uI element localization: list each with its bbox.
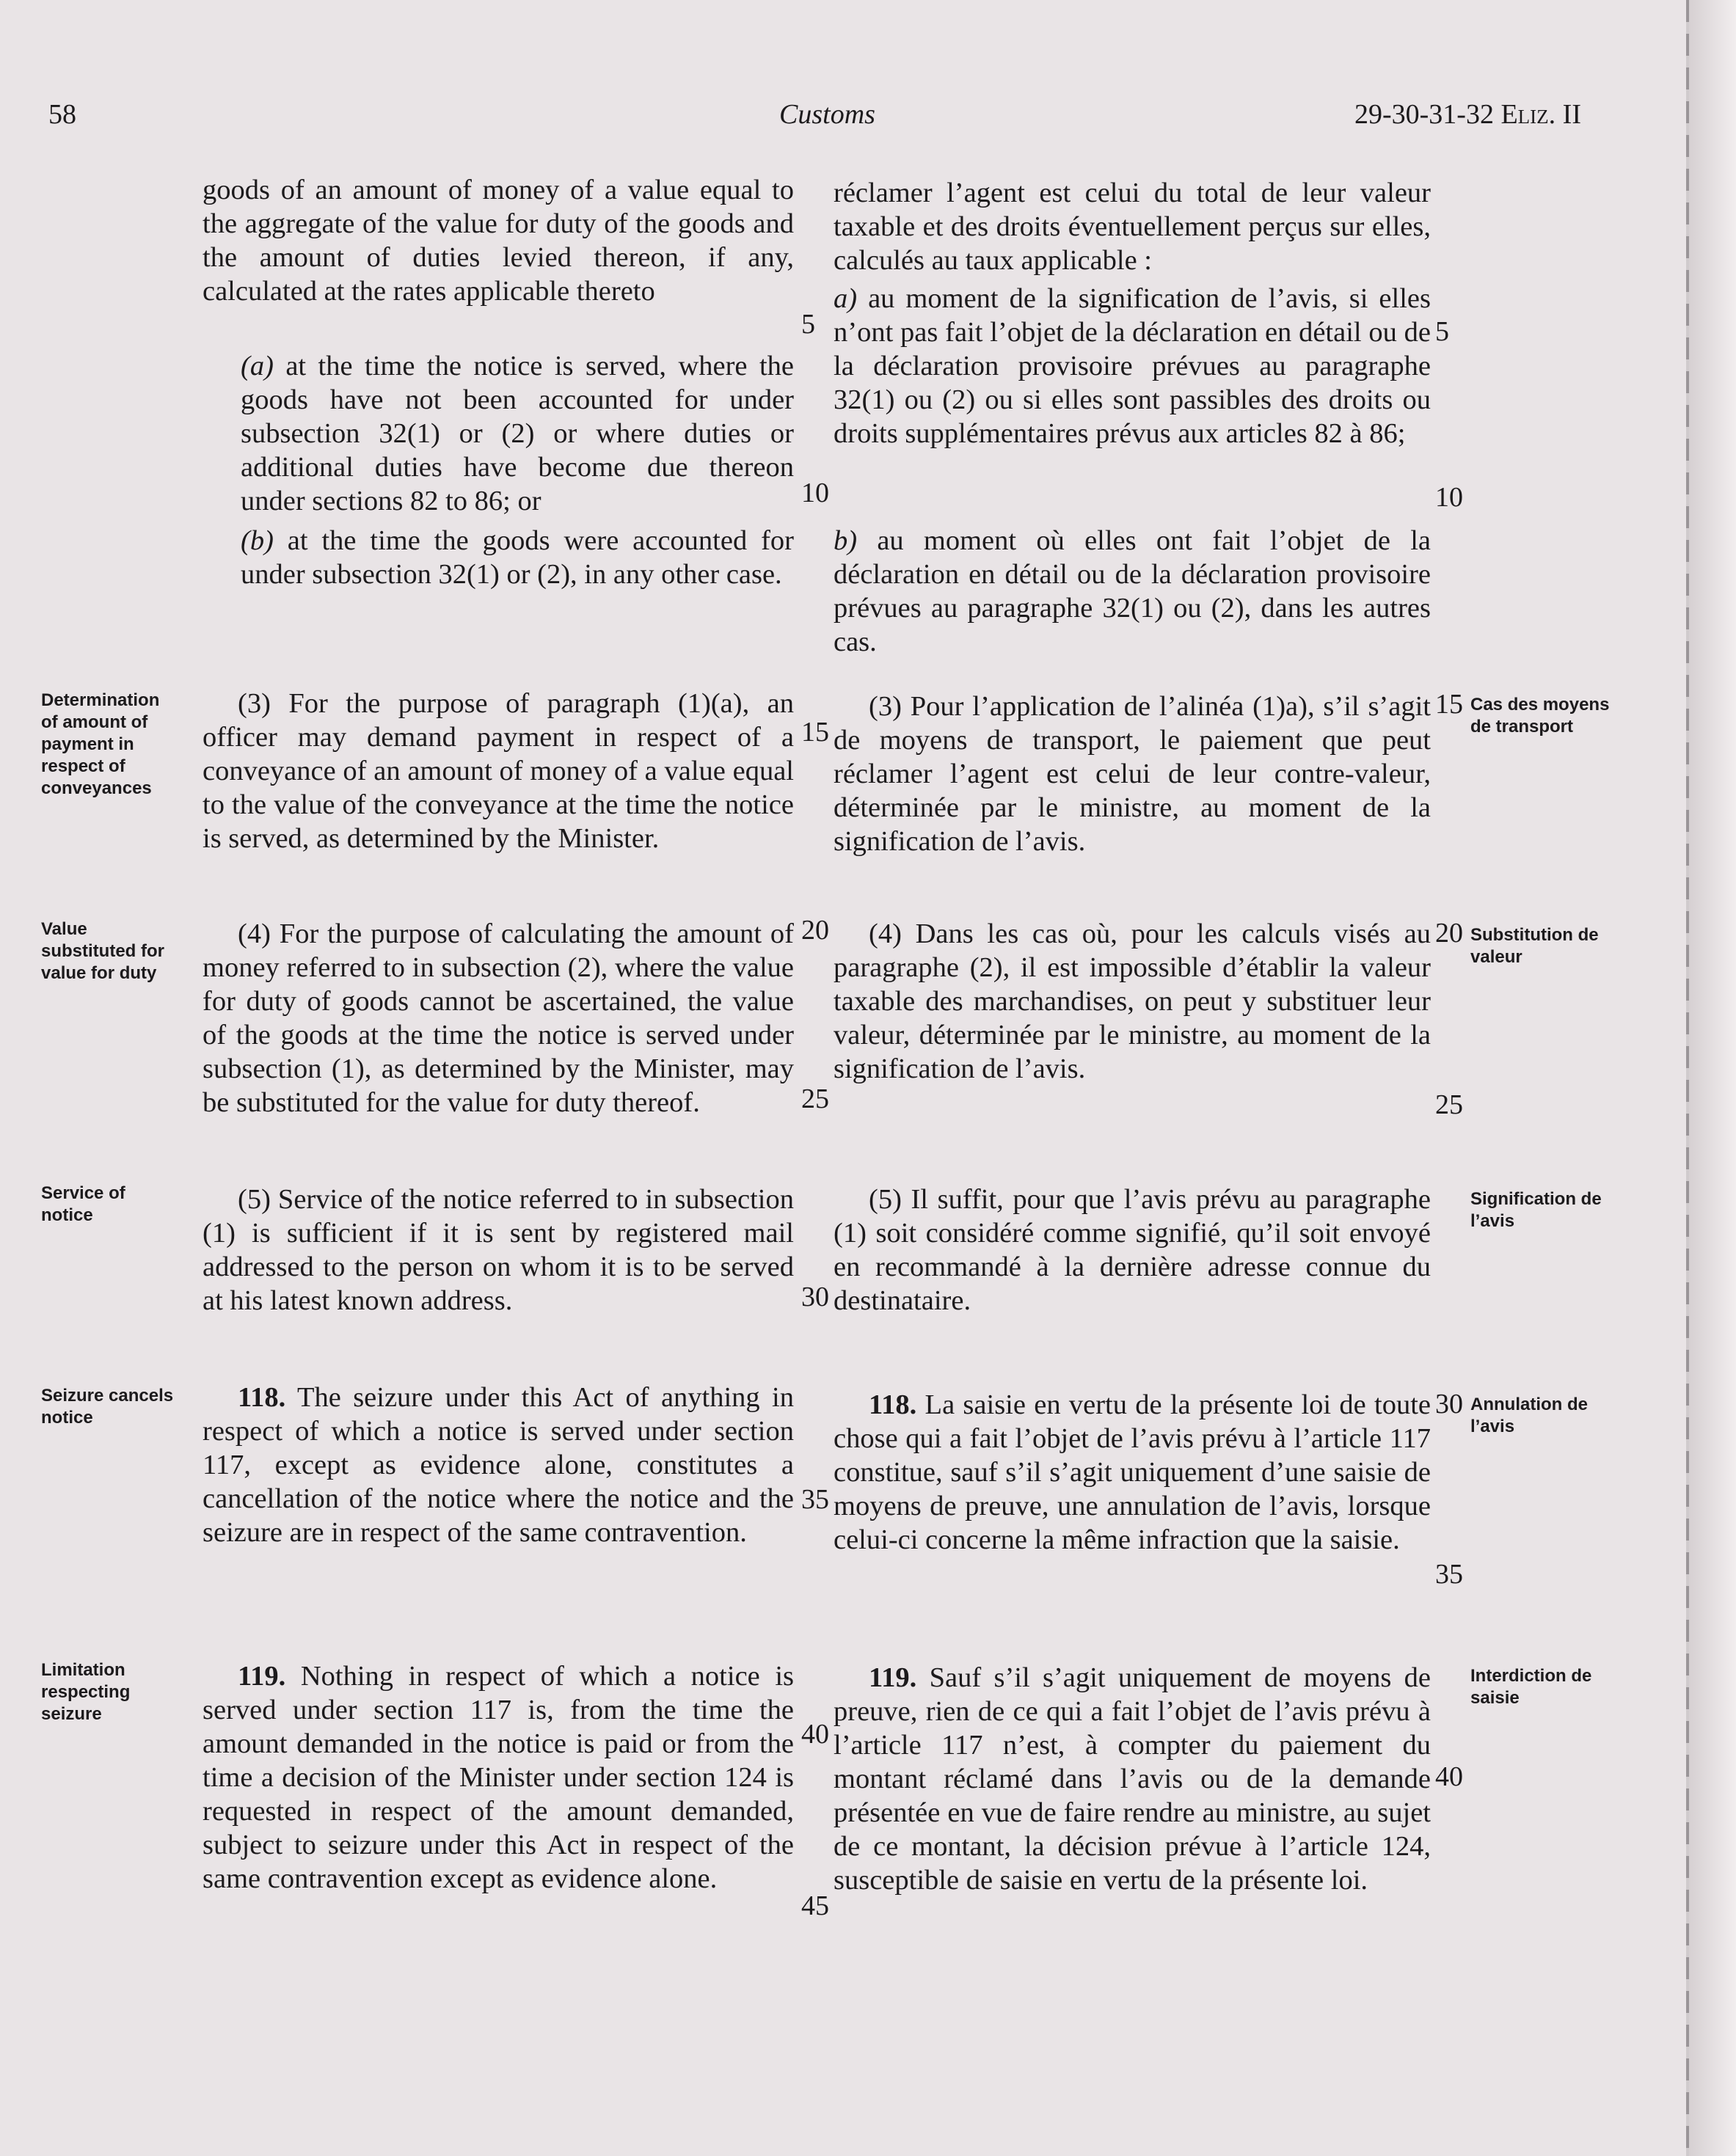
- line-number-fr-40: 40: [1435, 1761, 1463, 1792]
- fr-paragraph-a: [834, 282, 1431, 450]
- fr-s119-text: Sauf s’il s’agit uniquement de moyens de preuve, rien de ce qui a fait l’objet de l’avis prévu à l’article 117 n’est, à compter du paiement du montant réclamé dans l’avis ou de la demande présentée en vue de faire rendre au ministre, au sujet de ce montant, la décision prévue à l’article 124, susceptible de saisie en vertu de la présente loi.: [834, 1662, 1431, 1896]
- en-s119-number: 119.: [238, 1661, 286, 1692]
- fr-para-a-text: au moment de la signification de l’avis, si elles n’ont pas fait l’objet de la déclaration en détail ou de la déclaration provisoire prévues au paragraphe 32(1) ou (2) ou si elles sont passibles des droits ou droits supplémentaires prévus aux articles 82 à 86;: [834, 283, 1431, 449]
- en-para-b-text: at the time the goods were accounted for under subsection 32(1) or (2), in any other case.: [241, 525, 794, 590]
- fr-para-b-text: au moment où elles ont fait l’objet de la déclaration en détail ou de la déclaration provisoire prévues au paragraphe 32(1) ou (2), dans les autres cas.: [834, 525, 1431, 657]
- fr-subsection-3: [834, 690, 1431, 858]
- margin-note-fr-seizure-cancels: Annulation de l’avis: [1470, 1395, 1588, 1436]
- en-section-118: [203, 1381, 794, 1549]
- fr-sub3-text: s’agit de moyens de transport, le paiement que peut réclamer l’agent est celui de leur contre-valeur, déterminée par le ministre, au moment de la signification de l’avis.: [834, 691, 1431, 857]
- line-number-en-15: 15: [801, 717, 829, 748]
- en-paragraph-a: [203, 349, 794, 518]
- page-number: 58: [48, 99, 76, 130]
- fr-s118-text: La saisie en vertu de la présente loi de toute chose qui a fait l’objet de l’avis prévu à l’article 117 constitue, sauf s’il s’agit uniquement d’une saisie de moyens de preuve, une annulation de l’avis, lorsque celui-ci concerne la même infraction que la saisie.: [834, 1389, 1431, 1555]
- binding-spine: [1686, 0, 1689, 2156]
- line-number-fr-30: 30: [1435, 1389, 1463, 1419]
- running-title: Customs: [779, 99, 875, 130]
- line-number-fr-15: 15: [1435, 689, 1463, 720]
- line-number-fr-20: 20: [1435, 918, 1463, 949]
- fr-subsection-4: (4) Dans les cas où, pour les calculs visés au paragraphe (2), il est impossible d’établir la valeur taxable des marchandises, on peut y substituer leur valeur, déterminée par le ministre, au moment de la signification de l’avis.: [834, 918, 1431, 1084]
- en-s118-text: The seizure under this Act of anything in respect of which a notice is served under section 117, except as evidence alone, constitutes a cancellation of the notice where the notice and the seizure are in respect of the same contravention.: [203, 1382, 794, 1548]
- fr-section-118: [834, 1388, 1431, 1557]
- line-number-en-5: 5: [801, 309, 815, 340]
- fr-para-a-label: a): [834, 283, 858, 314]
- en-s119-text: Nothing in respect of which a notice is served under section 117 is, from the time the amount demanded in the notice is paid or from the time a decision of the Minister under section 124 is requested in respect of the amount demanded, subject to seizure under this Act in respect of the same contravention except as evidence alone.: [203, 1661, 794, 1894]
- regnal-eliz: Eliz: [1500, 99, 1549, 130]
- regnal-year: [1354, 98, 1581, 131]
- fr-subsection-5: (5) Il suffit, pour que l’avis prévu au paragraphe (1) soit considéré comme signifié, qu’il soit envoyé en recommandé à la dernière adresse connue du destinataire.: [834, 1184, 1431, 1316]
- fr-continued-intro: réclamer l’agent est celui du total de leur valeur taxable et des droits éventuellement perçus sur elles, calculés au taux applicable :: [834, 178, 1431, 276]
- en-paragraph-b: [203, 524, 794, 591]
- line-number-fr-25: 25: [1435, 1089, 1463, 1120]
- margin-note-fr-value-substituted: Substitution de valeur: [1470, 925, 1599, 967]
- fr-para-b-label: b): [834, 525, 858, 556]
- line-number-en-35: 35: [801, 1484, 829, 1515]
- margin-note-en-seizure-cancels: Seizure cancels notice: [41, 1386, 174, 1428]
- en-sub3-lead: (3) For the purpose of paragraph (1)(a),: [238, 688, 767, 719]
- line-number-en-40: 40: [801, 1719, 829, 1750]
- en-continued-intro: goods of an amount of money of a value equal to the aggregate of the value for duty of the goods and the amount of duties levied thereon, if any, calculated at the rates applicable thereto: [203, 175, 794, 307]
- en-para-a-label: (a): [241, 351, 274, 381]
- page-edge: [1689, 0, 1736, 2156]
- line-number-en-10: 10: [801, 478, 829, 508]
- en-subsection-4: (4) For the purpose of calculating the amount of money referred to in subsection (2), where the value for duty of goods cannot be ascertained, the value of the goods at the time the notice is served under subsection (1), as determined by the Minister, may be substituted for the value for duty thereof.: [203, 918, 794, 1118]
- margin-note-en-value-substituted: Value substituted for value for duty: [41, 919, 164, 983]
- line-number-en-45: 45: [801, 1890, 829, 1921]
- line-number-en-30: 30: [801, 1282, 829, 1312]
- en-subsection-5: (5) Service of the notice referred to in subsection (1) is sufficient if it is sent by registered mail addressed to the person on whom it is to be served at his latest known address.: [203, 1184, 794, 1316]
- margin-note-en-conveyances: Determination of amount of payment in respect of conveyances: [41, 690, 160, 798]
- line-number-fr-5: 5: [1435, 316, 1449, 347]
- line-number-fr-10: 10: [1435, 482, 1463, 513]
- line-number-en-20: 20: [801, 915, 829, 946]
- margin-note-fr-conveyances: Cas des moyens de transport: [1470, 695, 1610, 737]
- fr-s118-number: 118.: [869, 1389, 917, 1420]
- regnal-prefix: 29-30-31-32: [1354, 99, 1501, 130]
- regnal-suffix: . II: [1548, 99, 1581, 130]
- en-section-119: [203, 1659, 794, 1896]
- margin-note-en-limitation: Limitation respecting seizure: [41, 1660, 131, 1724]
- en-sub3-text: an officer may demand payment in respect of a conveyance of an amount of money of a value equal to the value of the conveyance at the time the notice is served, as determined by the Minister.: [203, 688, 794, 854]
- en-s118-number: 118.: [238, 1382, 286, 1413]
- margin-note-fr-service: Signification de l’avis: [1470, 1189, 1602, 1231]
- margin-note-fr-limitation: Interdiction de saisie: [1470, 1666, 1592, 1708]
- fr-section-119: [834, 1661, 1431, 1897]
- en-subsection-3: [203, 687, 794, 855]
- en-para-a-text: at the time the notice is served, where the goods have not been accounted for under subsection 32(1) or (2) or where duties or additional duties have become due thereon under sections 82 to 86; or: [241, 351, 794, 516]
- margin-note-en-service: Service of notice: [41, 1183, 125, 1225]
- fr-paragraph-b: [834, 524, 1431, 659]
- line-number-fr-35: 35: [1435, 1559, 1463, 1590]
- fr-s119-number: 119.: [869, 1662, 917, 1693]
- fr-sub3-lead: (3) Pour l’application de l’alinéa (1)a), s’il: [869, 691, 1368, 722]
- en-para-b-label: (b): [241, 525, 274, 556]
- line-number-en-25: 25: [801, 1084, 829, 1114]
